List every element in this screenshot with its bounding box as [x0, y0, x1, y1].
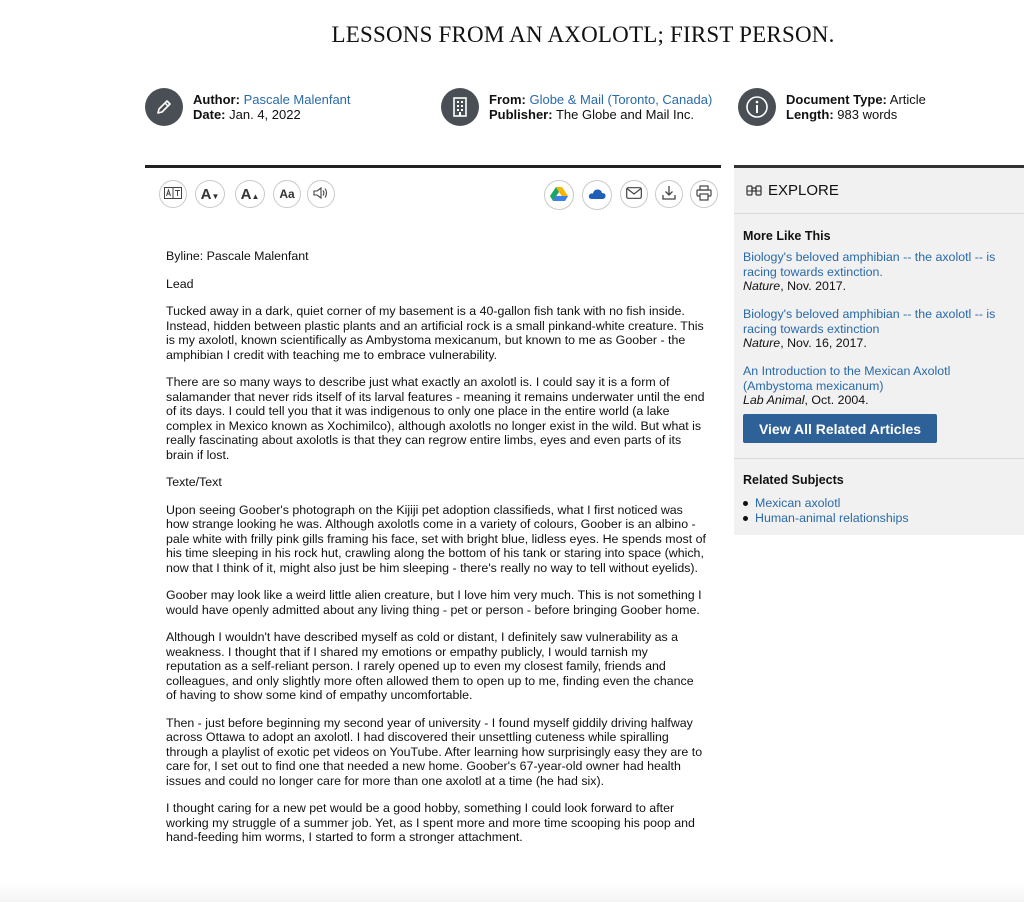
google-drive-icon — [550, 186, 568, 205]
related-article-link[interactable]: Biology's beloved amphibian -- the axolotl -- is racing towards extinction — [743, 307, 996, 336]
list-item — [743, 511, 909, 526]
sidebar-divider — [734, 458, 1024, 459]
author-link[interactable]: Pascale Malenfant — [243, 92, 351, 107]
related-article — [743, 307, 1015, 351]
onedrive-icon — [588, 188, 606, 203]
building-icon — [441, 88, 479, 126]
font-decrease-icon: A▼ — [200, 185, 220, 203]
listen-button[interactable] — [307, 180, 335, 208]
article-paragraph: Goober may look like a weird little alien creature, but I love him very much. This is not something I would have openly admitted about any living thing - pet or person - before bringing Goober home. — [166, 588, 702, 617]
explore-header — [746, 182, 839, 199]
google-drive-button[interactable] — [544, 180, 574, 210]
related-article-date: , Oct. 2004. — [804, 393, 869, 407]
bullet-icon — [743, 516, 748, 521]
font-style-icon: Aa — [279, 187, 295, 201]
article-paragraph: I thought caring for a new pet would be a good hobby, something I could look forward to after working my struggle of a summer job. Yet, as I spent more and more time scooping his poop and hand-feeding him worms, I started to form a stronger attachment. — [166, 801, 695, 844]
print-icon — [696, 185, 712, 204]
doctype-label: Document Type: — [786, 92, 887, 107]
from-label: From: — [489, 92, 526, 107]
font-increase-button[interactable] — [235, 180, 265, 208]
related-article-date: , Nov. 2017. — [780, 279, 847, 293]
related-article-date: , Nov. 16, 2017. — [780, 336, 867, 350]
related-subjects-heading: Related Subjects — [743, 473, 844, 487]
audio-icon — [312, 186, 330, 203]
info-icon — [738, 88, 776, 126]
explore-label: EXPLORE — [768, 182, 839, 199]
article-paragraph: Upon seeing Goober's photograph on the Kijiji pet adoption classifieds, what I first noticed was how strange looking he was. Although axolotls come in a variety of colours, Goober is an albino - pale white with frilly pink gills framing his face, set with bright blue, lidless eyes. He spends most of his time sleeping in his rock hut, crawling along the bottom of his tank or staring into space (which, now that I think of it, might also just be him sleeping - there's really no way to tell without eyelids). — [166, 502, 706, 575]
article-paragraph: Although I wouldn't have described myself as cold or distant, I definitely saw vulnerability as a weakness. I thought that if I shared my emotions or empathy publicly, I would tarnish my reputation as a self-reliant person. I rarely opened up to even my closest family, friends and colleagues, and only slightly more often allowed them to open up to me, finding even the chance of having to show some kind of empathy uncomfortable. — [166, 630, 694, 702]
content-divider — [145, 165, 721, 168]
length-label: Length: — [786, 107, 834, 122]
onedrive-button[interactable] — [582, 180, 612, 210]
related-article-source: Nature — [743, 279, 781, 293]
download-icon — [661, 185, 677, 204]
related-article-link[interactable]: An Introduction to the Mexican Axolotl (Ambystoma mexicanum) — [743, 364, 951, 393]
sidebar-divider — [734, 213, 1024, 214]
related-article-source: Nature — [743, 336, 781, 350]
subject-link[interactable]: Mexican axolotl — [755, 496, 841, 510]
article-body — [166, 249, 706, 858]
binoculars-icon — [746, 184, 762, 197]
article-paragraph: Then - just before beginning my second year of university - I found myself giddily driving halfway across Ottawa to adopt an axolotl. I had discovered their unsettling cuteness while spiralling through a playlist of exotic pet videos on YouTube. After learning how surprisingly easy they are to care for, I set out to find one that needed a new home. Goober's 67-year-old owner had health issues and could no longer care for more than one axolotl at a time (he had six). — [166, 715, 703, 788]
subject-link[interactable]: Human-animal relationships — [755, 511, 909, 525]
article-paragraph: Tucked away in a dark, quiet corner of my basement is a 40-gallon fish tank with no fish inside. Instead, hidden between plastic plants and an artificial rock is a small pinkand-white creature. This is my axolotl, known scientifically as Ambystoma mexicanum, but known to me as Goober - the amphibian I credit with teaching me to embrace vulnerability. — [166, 304, 704, 362]
translate-button[interactable] — [159, 180, 187, 208]
related-article-link[interactable]: Biology's beloved amphibian -- the axolotl -- is racing towards extinction. — [743, 250, 996, 279]
font-style-button[interactable] — [273, 180, 301, 208]
length-value: 983 words — [837, 107, 898, 122]
author-label: Author: — [193, 92, 240, 107]
publisher-value: The Globe and Mail Inc. — [555, 107, 694, 122]
publisher-label: Publisher: — [489, 107, 553, 122]
translate-icon — [164, 187, 182, 202]
article-paragraph: There are so many ways to describe just what exactly an axolotl is. I could say it is a form of salamander that never rids itself of its larval features - meaning it remains underwater until the end of its days. I could tell you that it was indigenous to only one place in the entire world (a lake complex in Mexico known as Xochimilco), although axolotls no longer exist in the wild. But what is really fascinating about axolotls is that they can regrow entire limbs, eyes and even parts of its brain if lost. — [166, 375, 705, 462]
author-meta — [145, 88, 351, 126]
related-article — [743, 364, 1015, 408]
doctype-value: Article — [889, 92, 926, 107]
print-button[interactable] — [690, 180, 718, 208]
related-article-source: Lab Animal — [743, 393, 805, 407]
download-button[interactable] — [655, 180, 683, 208]
source-link[interactable]: Globe & Mail (Toronto, Canada) — [529, 92, 713, 107]
related-article — [743, 250, 1015, 294]
date-label: Date: — [193, 107, 226, 122]
explore-sidebar — [734, 165, 1024, 535]
email-button[interactable] — [620, 180, 648, 208]
font-increase-icon: A▲ — [240, 185, 260, 203]
font-decrease-button[interactable] — [195, 180, 225, 208]
related-subjects-list — [743, 496, 909, 526]
document-title: LESSONS FROM AN AXOLOTL; FIRST PERSON. — [331, 22, 835, 47]
pen-icon — [145, 88, 183, 126]
source-meta — [441, 88, 712, 126]
email-icon — [626, 187, 642, 202]
document-toolbar — [145, 180, 721, 212]
article-byline: Byline: Pascale Malenfant — [166, 249, 309, 263]
list-item — [743, 496, 909, 511]
article-lead-label: Lead — [166, 276, 194, 291]
article-text-label: Texte/Text — [166, 475, 222, 489]
view-all-related-button[interactable]: View All Related Articles — [743, 414, 937, 443]
bottom-fade — [0, 884, 1024, 902]
date-value: Jan. 4, 2022 — [229, 107, 301, 122]
document-meta — [738, 88, 926, 126]
more-like-this-heading: More Like This — [743, 229, 831, 243]
bullet-icon — [743, 501, 748, 506]
